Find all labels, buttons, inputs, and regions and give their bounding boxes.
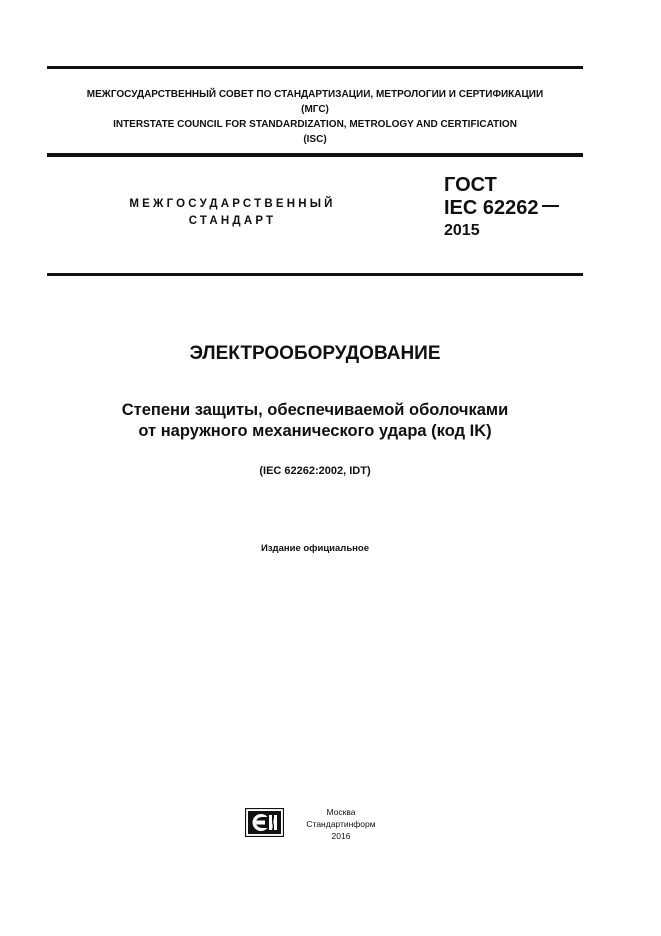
publisher-block — [296, 806, 386, 842]
publisher-year: 2016 — [331, 831, 351, 841]
publisher-city: Москва — [326, 807, 356, 817]
document-subtitle — [47, 400, 583, 442]
designation-year: 2015 — [444, 222, 480, 239]
council-name-ru: МЕЖГОСУДАРСТВЕННЫЙ СОВЕТ ПО СТАНДАРТИЗАЦИИ, МЕТРОЛОГИИ И СЕРТИФИКАЦИИ — [86, 89, 544, 100]
council-name-en: INTERSTATE COUNCIL FOR STANDARDIZATION, METROLOGY AND CERTIFICATION — [113, 119, 517, 130]
council-abbr-ru: (МГС) — [301, 104, 329, 115]
header-bottom-rule — [47, 273, 583, 276]
designation-number-row — [444, 197, 559, 220]
edition-note: Издание официальное — [261, 543, 369, 554]
designation-prefix: ГОСТ — [444, 174, 497, 196]
standartinform-logo-icon — [245, 808, 284, 837]
council-bottom-rule — [47, 153, 583, 157]
top-rule — [47, 66, 583, 69]
standard-kind — [100, 196, 365, 230]
designation-number: IEC 62262 — [444, 197, 539, 219]
standard-designation — [444, 174, 559, 242]
designation-dash — [542, 205, 559, 207]
publisher-name: Стандартинформ — [306, 819, 376, 829]
standard-kind-line1: МЕЖГОСУДАРСТВЕННЫЙ — [129, 198, 336, 210]
subtitle-line1: Степени защиты, обеспечиваемой оболочками — [121, 401, 509, 419]
standard-reference: (IEC 62262:2002, IDT) — [259, 465, 371, 477]
council-abbr-en: (ISC) — [303, 134, 327, 145]
document-title: ЭЛЕКТРООБОРУДОВАНИЕ — [189, 343, 441, 364]
standard-kind-line2: СТАНДАРТ — [188, 215, 277, 227]
subtitle-line2: от наружного механического удара (код IK) — [138, 422, 492, 440]
council-header — [47, 87, 583, 147]
